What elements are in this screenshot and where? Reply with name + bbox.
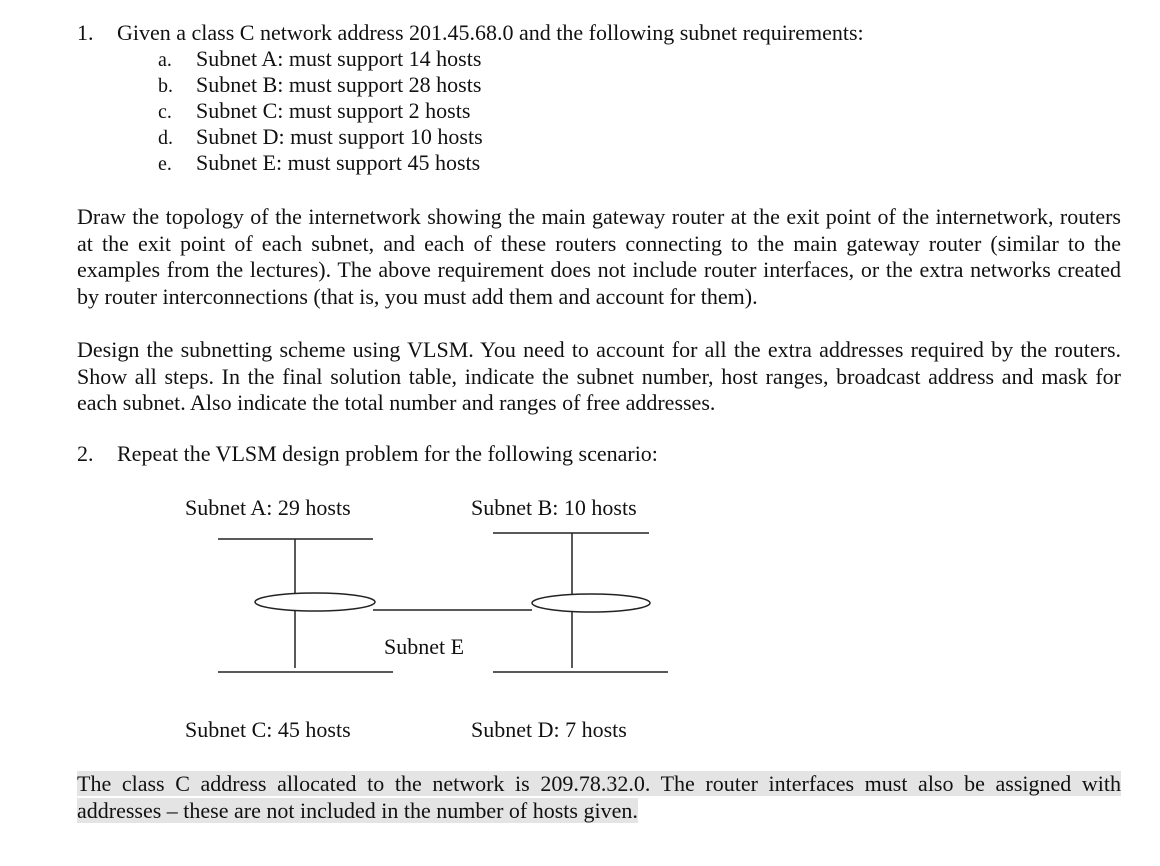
subnet-b-label: Subnet B: 10 hosts (471, 495, 637, 520)
subnet-d-label: Subnet D: 7 hosts (471, 717, 627, 742)
right-router-icon (532, 594, 650, 612)
design-paragraph: Design the subnetting scheme using VLSM. You need to account for all the extra addresses required by the routers. Show all steps. In the final solution table, indicate the subnet number, host ranges, broadcast address and mask for each subnet. Also indicate the total number and ranges of free addresses. (77, 337, 1121, 415)
topology-paragraph: Draw the topology of the internetwork showing the main gateway router at the exit point of the internetwork, routers at the exit point of each subnet, and each of these routers connecting to the main gateway router (similar to the examples from the lectures). The above requirement does not include router interfaces, or the extra networks created by router interconnections (that is, you must add them and account for them). (77, 204, 1121, 309)
list-item: Subnet E: must support 45 hosts (196, 150, 481, 175)
problem-2-number: 2. (77, 441, 94, 466)
subnet-a-label: Subnet A: 29 hosts (185, 495, 351, 520)
list-marker: e. (158, 153, 172, 175)
problem-1-number: 1. (77, 20, 94, 45)
list-item: Subnet D: must support 10 hosts (196, 124, 483, 149)
problem-1-intro: Given a class C network address 201.45.68.0 and the following subnet requirements: (117, 20, 864, 45)
list-marker: a. (158, 49, 172, 71)
subnet-c-label: Subnet C: 45 hosts (185, 717, 351, 742)
list-item: Subnet C: must support 2 hosts (196, 98, 471, 123)
note-text: The class C address allocated to the network is 209.78.32.0. The router interfaces must also be assigned with addresses – these are not included in the number of hosts given. (77, 771, 1121, 823)
left-router-icon (255, 593, 375, 611)
list-marker: b. (158, 75, 173, 97)
list-item: Subnet A: must support 14 hosts (196, 46, 482, 71)
list-item: Subnet B: must support 28 hosts (196, 72, 482, 97)
problem-2-intro: Repeat the VLSM design problem for the following scenario: (117, 441, 658, 466)
list-marker: c. (158, 101, 172, 123)
list-marker: d. (158, 127, 173, 149)
note-paragraph (77, 771, 1121, 824)
subnet-e-label: Subnet E (384, 634, 465, 659)
